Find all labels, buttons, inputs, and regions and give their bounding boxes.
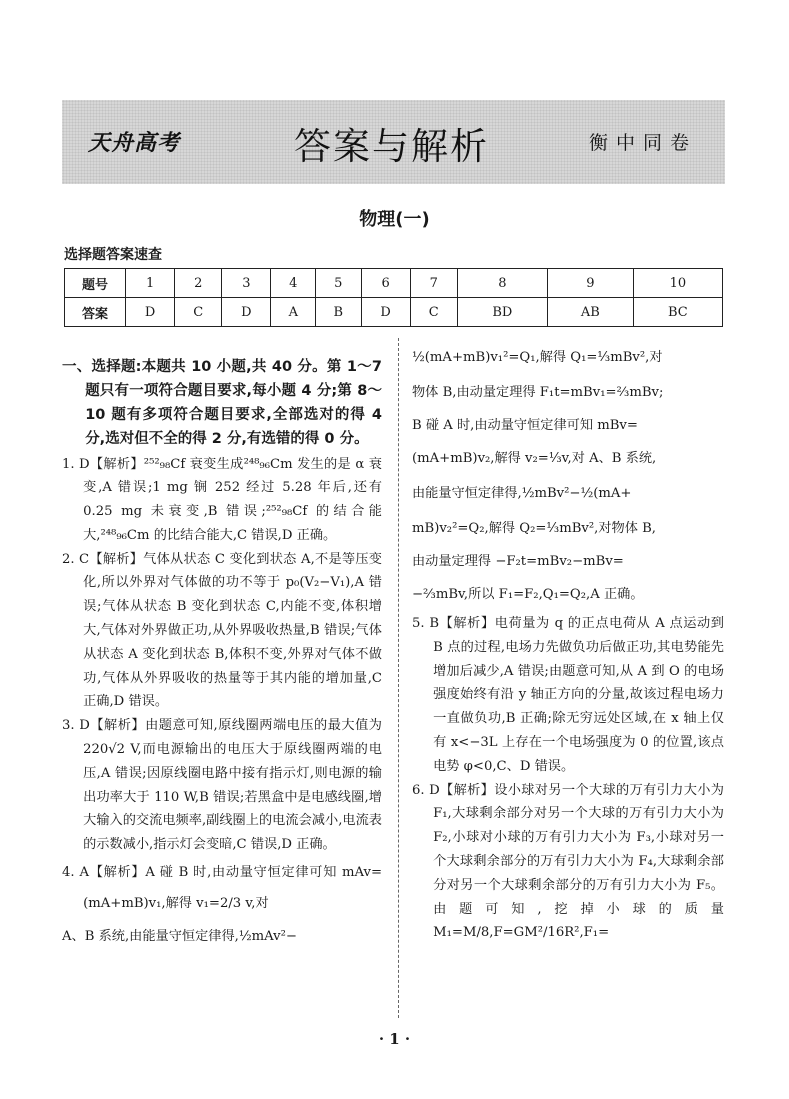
number-cell: 6 bbox=[361, 269, 410, 298]
series-name: 衡中同卷 bbox=[588, 132, 697, 154]
answer-cell: BC bbox=[633, 298, 722, 327]
answer-item-4-part: 物体 B,由动量定理得 F₁t=mBv₁=⅔mBv; bbox=[412, 385, 664, 400]
answer-item-3: 3. D【解析】由题意可知,原线圈两端电压的最大值为 220√2 V,而电源输出的电压大于原线圈两端的电压,A 错误;因原线圈电路中接有指示灯,则电源的输出功率大于 110 W,B 错误;若黑盒中是电感线圈,增大输入的交流电频率,副线圈上的电流会减小,电流表的示数减小,指示灯会变暗,C 错误,D 正确。 bbox=[62, 718, 382, 853]
answer-cell: C bbox=[410, 298, 457, 327]
number-cell: 9 bbox=[547, 269, 633, 298]
answer-item-4-part: 由动量定理得 −F₂t=mBv₂−mBv= bbox=[412, 554, 624, 569]
answer-cell: D bbox=[361, 298, 410, 327]
answer-item-2: 2. C【解析】气体从状态 C 变化到状态 A,不是等压变化,所以外界对气体做的功不等于 p₀(V₂−V₁),A 错误;气体从状态 B 变化到状态 C,内能不变,体积增大,气体对外界做正功,从外界吸收热量,B 错误;气体从状态 A 变化到状态 B,体积不变,外界对气体不做功,气体从外界吸收的热量等于其内能的增加量,C 正确,D 错误。 bbox=[62, 551, 382, 710]
answer-item-5: 5. B【解析】电荷量为 q 的正点电荷从 A 点运动到 B 点的过程,电场力先做负功后做正功,其电势能先增加后减少,A 错误;由题意可知,从 A 到 O 的电场强度始终有沿 y 轴正方向的分量,故该过程电场力一直做负功,B 正确;除无穷远处区域,在 x 轴上仅有 x<−3L 上存在一个电场强度为 0 的位置,该点电势 φ<0,C、D 错误。 bbox=[412, 616, 724, 774]
quick-check-title: 选择题答案速查 bbox=[64, 247, 162, 263]
answer-item-4-part: (mA+mB)v₂,解得 v₂=⅓v,对 A、B 系统, bbox=[412, 451, 657, 466]
answer-cell: BD bbox=[457, 298, 547, 327]
number-cell: 3 bbox=[222, 269, 271, 298]
answer-item-4-part: B 碰 A 时,由动量守恒定律可知 mBv= bbox=[412, 418, 638, 433]
column-divider bbox=[398, 338, 399, 1018]
answer-item-6: 6. D【解析】设小球对另一个大球的万有引力大小为 F₁,大球剩余部分对另一个大球的万有引力大小为 F₂,小球对小球的万有引力大小为 F₃,小球对另一个大球剩余部分的万有引力大小为 F₄,大球剩余部分对另一个大球剩余部分的万有引力大小为 F₅。由题可知,挖掉小球的质量 M₁=M/8,F=GM²/16R²,F₁= bbox=[412, 782, 724, 941]
page-number: · 1 · bbox=[378, 1030, 411, 1048]
number-cell: 2 bbox=[175, 269, 222, 298]
answer-item-4-part: ½(mA+mB)v₁²=Q₁,解得 Q₁=⅓mBv²,对 bbox=[412, 350, 663, 365]
answer-cell: AB bbox=[547, 298, 633, 327]
answer-table bbox=[64, 268, 723, 327]
number-cell: 5 bbox=[316, 269, 361, 298]
number-cell: 7 bbox=[410, 269, 457, 298]
right-column bbox=[412, 340, 724, 945]
answer-item-1: 1. D【解析】²⁵²₉₈Cf 衰变生成²⁴⁸₉₆Cm 发生的是 α 衰变,A 错误;1 mg 锎 252 经过 5.28 年后,还有 0.25 mg 未衰变,B 错误;²⁵²₉₈Cf 的结合能大,²⁴⁸₉₆Cm 的比结合能大,C 错误,D 正确。 bbox=[62, 456, 382, 543]
number-cell: 8 bbox=[457, 269, 547, 298]
row-label: 题号 bbox=[65, 269, 126, 298]
number-cell: 1 bbox=[126, 269, 175, 298]
subject-title: 物理(一) bbox=[359, 209, 430, 230]
answer-item-4-part: 4. A【解析】A 碰 B 时,由动量守恒定律可知 mAv=(mA+mB)v₁,解得 v₁=2/3 v,对 bbox=[62, 865, 382, 912]
answer-cell: A bbox=[271, 298, 316, 327]
number-row bbox=[65, 269, 723, 298]
number-cell: 4 bbox=[271, 269, 316, 298]
answer-item-4-part: −⅔mBv,所以 F₁=F₂,Q₁=Q₂,A 正确。 bbox=[412, 587, 644, 602]
answer-cell: D bbox=[126, 298, 175, 327]
answer-cell: D bbox=[222, 298, 271, 327]
row-label: 答案 bbox=[65, 298, 126, 327]
answer-cell: B bbox=[316, 298, 361, 327]
brand-logo: 天舟高考 bbox=[88, 131, 181, 156]
answer-item-4-part: 由能量守恒定律得,½mBv²−½(mA+ bbox=[412, 486, 632, 501]
answer-item-4-part: A、B 系统,由能量守恒定律得,½mAv²− bbox=[62, 929, 297, 945]
answer-item-4-part: mB)v₂²=Q₂,解得 Q₂=⅓mBv²,对物体 B, bbox=[412, 521, 656, 536]
header-banner bbox=[62, 100, 725, 184]
answer-row bbox=[65, 298, 723, 327]
section-heading: 一、选择题:本题共 10 小题,共 40 分。第 1～7 题只有一项符合题目要求,每小题 4 分;第 8～10 题有多项符合题目要求,全部选对的得 4 分,选对但不全的得 2 分,有选错的得 0 分。 bbox=[62, 358, 382, 447]
banner-title: 答案与解析 bbox=[294, 125, 489, 168]
answer-cell: C bbox=[175, 298, 222, 327]
left-column bbox=[62, 340, 382, 954]
number-cell: 10 bbox=[633, 269, 722, 298]
